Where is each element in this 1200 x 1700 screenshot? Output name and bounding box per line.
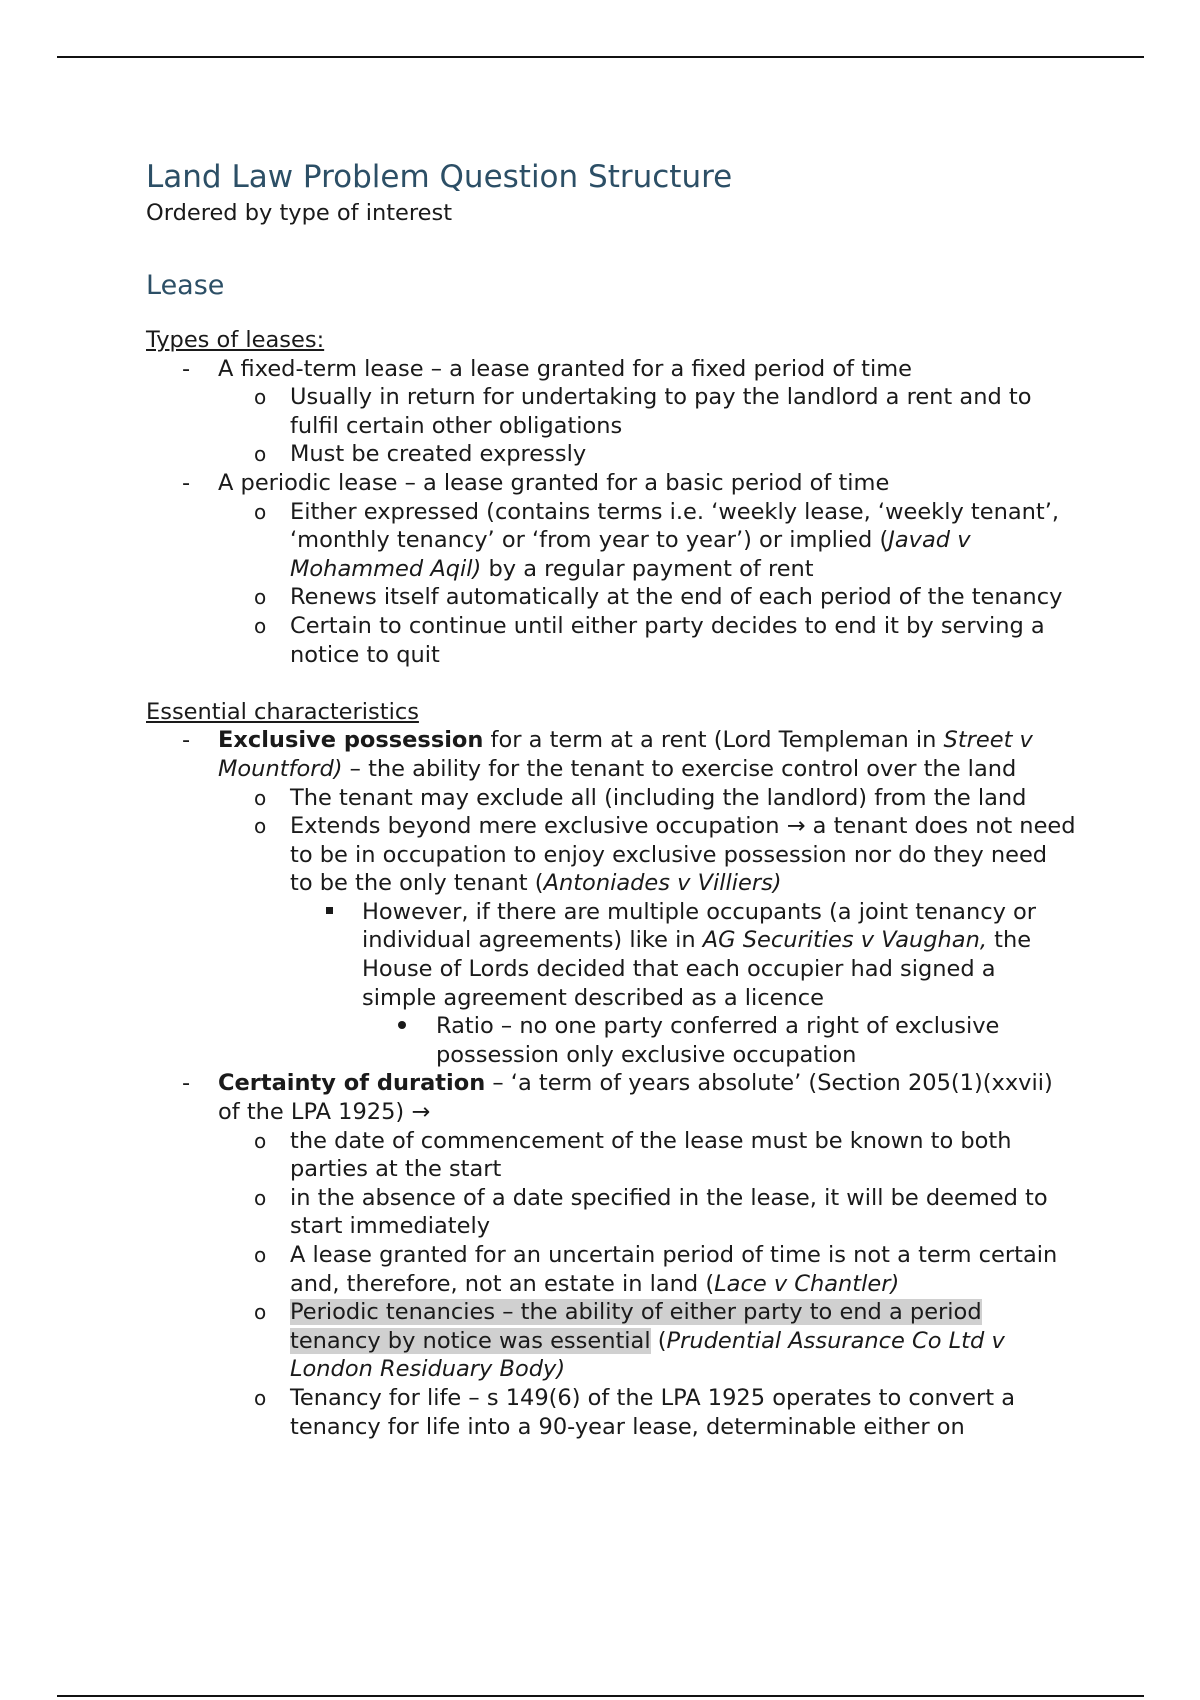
list-item — [146, 583, 1076, 612]
page-title: Land Law Problem Question Structure — [146, 159, 733, 195]
list-item-text: Tenancy for life – s 149(6) of the LPA 1925 operates to convert a tenancy for life into a 90-year lease, determinable either on — [290, 1384, 1015, 1440]
circle-marker: o — [254, 1300, 267, 1325]
circle-marker: o — [254, 499, 267, 524]
list-item-exclusive-possession — [146, 726, 1076, 783]
header-rule — [57, 56, 1144, 58]
list-item — [146, 1184, 1076, 1241]
list-item-text: Ratio – no one party conferred a right of exclusive possession only exclusive occupation — [436, 1013, 1000, 1068]
list-item — [146, 1241, 1076, 1298]
circle-marker: o — [254, 1128, 267, 1153]
list-item-text: the date of commencement of the lease must be known to both parties at the start — [290, 1127, 1012, 1183]
list-item — [146, 612, 1076, 669]
circle-marker: o — [254, 1385, 267, 1410]
circle-marker: o — [254, 785, 267, 810]
list-item — [146, 498, 1076, 584]
list-item-fixed-term-lease — [146, 355, 1076, 384]
bold-term: Exclusive possession — [218, 727, 484, 754]
dash-marker: - — [182, 469, 191, 496]
dash-marker: - — [182, 355, 191, 382]
list-item-text: Must be created expressly — [290, 441, 587, 468]
list-item — [146, 1127, 1076, 1184]
list-item-text: Certain to continue until either party decides to end it by serving a notice to quit — [290, 612, 1045, 668]
page-subtitle: Ordered by type of interest — [146, 200, 453, 226]
case-citation: AG Securities v Vaughan, — [702, 927, 987, 954]
list-item-text: the House of Lords decided that each occupier had signed a simple agreement described as a licence — [362, 927, 1032, 1011]
subheading-types-of-leases: Types of leases: — [146, 327, 325, 353]
round-bullet-icon — [398, 1012, 406, 1041]
list-item — [146, 1384, 1076, 1441]
case-citation: Javad v Mohammed Aqil) — [290, 527, 971, 582]
list-item-text: A periodic lease – a lease granted for a basic period of time — [218, 469, 890, 496]
highlighted-text: Periodic tenancies – the ability of either party to end a period tenancy by notice was essential — [290, 1299, 982, 1354]
square-bullet-icon — [326, 898, 333, 927]
list-item — [146, 812, 1076, 898]
list-item — [146, 1012, 1076, 1069]
section-heading-lease: Lease — [146, 269, 225, 301]
list-item-text: – the ability for the tenant to exercise control over the land — [342, 755, 1017, 782]
list-item-text: by a regular payment of rent — [481, 555, 814, 582]
circle-marker: o — [254, 385, 267, 410]
list-item-periodic-lease — [146, 469, 1076, 498]
circle-marker: o — [254, 1243, 267, 1267]
circle-marker: o — [254, 1185, 267, 1210]
list-item-text: ( — [650, 1327, 667, 1354]
circle-marker: o — [254, 814, 267, 839]
document-body — [146, 155, 1076, 1441]
case-citation: Street v Mountford) — [218, 727, 1033, 782]
footer-rule — [57, 1695, 1144, 1697]
bold-term: Certainty of duration — [218, 1070, 486, 1097]
list-item-text: The tenant may exclude all (including the landlord) from the land — [290, 784, 1027, 811]
list-item-text: Extends beyond mere exclusive occupation → a tenant does not need to be in occupation to enjoy exclusive possession nor do they need to be the only tenant ( — [290, 813, 1076, 897]
list-item-text: However, if there are multiple occupants (a joint tenancy or individual agreements) like in — [362, 898, 1037, 954]
list-item-text: Usually in return for undertaking to pay the landlord a rent and to fulfil certain other obligations — [290, 384, 1032, 439]
subheading-essential-characteristics: Essential characteristics — [146, 698, 419, 725]
list-item — [146, 898, 1076, 1012]
list-item-text: – ‘a term of years absolute’ (Section 205(1)(xxvii) of the LPA 1925) → — [218, 1070, 1053, 1126]
list-item — [146, 1298, 1076, 1384]
list-item — [146, 784, 1076, 813]
circle-marker: o — [254, 613, 267, 638]
dash-marker: - — [182, 1070, 191, 1097]
circle-marker: o — [254, 442, 267, 467]
list-item-text: for a term at a rent (Lord Templeman in — [483, 727, 944, 754]
circle-marker: o — [254, 585, 267, 610]
list-item-text: Renews itself automatically at the end of each period of the tenancy — [290, 584, 1063, 611]
case-citation: Antoniades v Villiers) — [543, 870, 782, 897]
case-citation: Prudential Assurance Co Ltd v London Residuary Body) — [290, 1327, 1005, 1383]
case-citation: Lace v Chantler) — [714, 1270, 900, 1297]
list-item — [146, 383, 1076, 440]
list-item-text: A lease granted for an uncertain period of time is not a term certain and, therefore, not an estate in land ( — [290, 1242, 1058, 1297]
list-item-text: in the absence of a date specified in the lease, it will be deemed to start immediately — [290, 1184, 1048, 1240]
list-item-text: Either expressed (contains terms i.e. ‘weekly lease, ‘weekly tenant’, ‘monthly tenancy’ or ‘from year to year’) or implied ( — [290, 498, 1060, 554]
list-item — [146, 440, 1076, 469]
list-item-text: A fixed-term lease – a lease granted for a fixed period of time — [218, 355, 912, 382]
dash-marker: - — [182, 727, 191, 754]
list-item-certainty-of-duration — [146, 1069, 1076, 1126]
